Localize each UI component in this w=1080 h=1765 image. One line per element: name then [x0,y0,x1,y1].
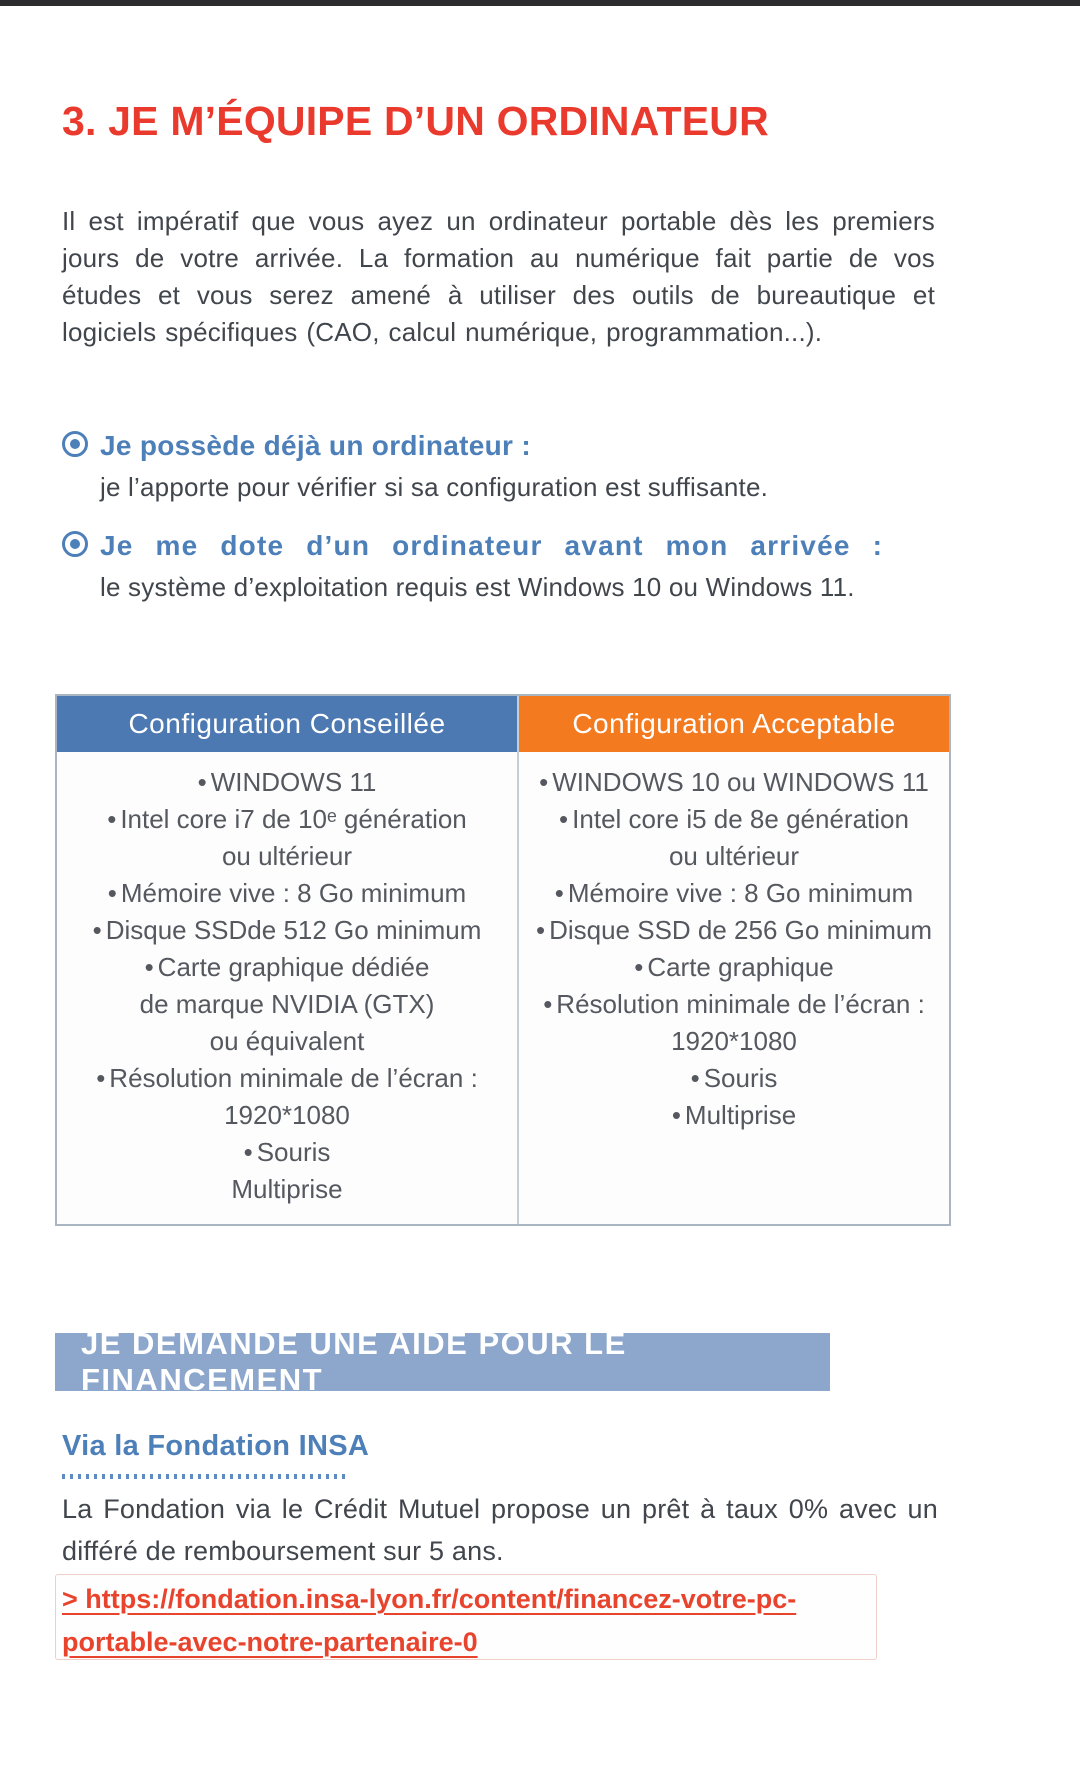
section-title: 3. JE M’ÉQUIPE D’UN ORDINATEUR [62,98,769,144]
bullet-dot: • [197,767,207,797]
config-line: Multiprise [231,1174,343,1204]
bullet-item-get-computer [62,530,947,603]
bullet-dot: • [107,804,117,834]
config-line: 1920*1080 [671,1026,797,1056]
config-line: de marque NVIDIA (GTX) [139,989,435,1019]
bullet-dot: • [690,1063,700,1093]
config-line: • Intel core i7 de 10ᵉ génération [107,804,467,834]
config-column-acceptable [517,696,949,1224]
config-line: • Intel core i5 de 8e génération [559,804,909,834]
config-line: • Souris [243,1137,331,1167]
bullet-dot: • [671,1100,681,1130]
config-line: • Carte graphique [634,952,834,982]
config-line: ou ultérieur [668,841,800,871]
fondation-subheading: Via la Fondation INSA [62,1430,370,1462]
config-line: • Multiprise [671,1100,797,1130]
bullet-dot: • [554,878,564,908]
bullet-heading: Je me dote d’un ordinateur avant mon arrivée : [100,530,884,561]
table-header-acceptable: Configuration Acceptable [519,696,949,752]
bullet-dot: • [144,952,154,982]
config-line: • Mémoire vive : 8 Go minimum [107,878,467,908]
bullet-dot: • [92,915,102,945]
bullet-dot: • [107,878,117,908]
table-header-recommended: Configuration Conseillée [57,696,517,752]
link-line-1[interactable]: > https://fondation.insa-lyon.fr/content/financez-votre-pc- [62,1584,797,1614]
bullet-body: je l’apporte pour vérifier si sa configuration est suffisante. [100,472,769,502]
radio-dot-icon [62,431,88,457]
config-line: • Disque SSD de 256 Go minimum [535,915,933,945]
dotted-underline [62,1474,350,1479]
config-line: • WINDOWS 10 ou WINDOWS 11 [539,767,929,797]
bullet-item-own-computer [62,430,947,503]
config-line: • WINDOWS 11 [197,767,377,797]
bullet-dot: • [634,952,644,982]
bullet-dot: • [559,804,569,834]
config-line: 1920*1080 [224,1100,350,1130]
bullet-dot: • [535,915,546,945]
config-line: ou ultérieur [221,841,353,871]
top-dark-bar [0,0,1080,6]
funding-paragraph: La Fondation via le Crédit Mutuel propose un prêt à taux 0% avec un différé de remboursement sur 5 ans. [62,1494,938,1566]
bullet-dot: • [96,1063,106,1093]
config-line: • Carte graphique dédiée [144,952,430,982]
fondation-loan-link[interactable] [62,1578,796,1664]
configuration-table [55,694,951,1226]
financing-banner-label: JE DEMANDE UNE AIDE POUR LE FINANCEMENT [81,1326,627,1397]
radio-dot-icon [62,531,88,557]
intro-paragraph: Il est impératif que vous ayez un ordinateur portable dès les premiers jours de votre arrivée. La formation au numérique fait partie de vos études et vous serez amené à utiliser des outils de bureautique et logiciels spécifiques (CAO, calcul numérique, programmation...). [62,206,935,347]
config-col-body-0 [57,752,517,1208]
config-line: • Souris [690,1063,778,1093]
config-line: • Disque SSDde 512 Go minimum [92,915,482,945]
config-line: • Résolution minimale de l’écran : [96,1063,478,1093]
config-col-body-1 [519,752,949,1134]
financing-banner [55,1326,830,1397]
config-line: • Mémoire vive : 8 Go minimum [554,878,914,908]
bullet-body: le système d’exploitation requis est Windows 10 ou Windows 11. [100,572,855,602]
link-line-2[interactable]: portable-avec-notre-partenaire-0 [62,1627,478,1657]
bullet-dot: • [539,767,549,797]
bullet-dot: • [243,1137,253,1167]
bullet-heading: Je possède déjà un ordinateur : [100,430,531,461]
config-line: ou équivalent [209,1026,365,1056]
config-column-recommended [57,696,517,1224]
config-line: • Résolution minimale de l’écran : [543,989,925,1019]
bullet-dot: • [543,989,553,1019]
